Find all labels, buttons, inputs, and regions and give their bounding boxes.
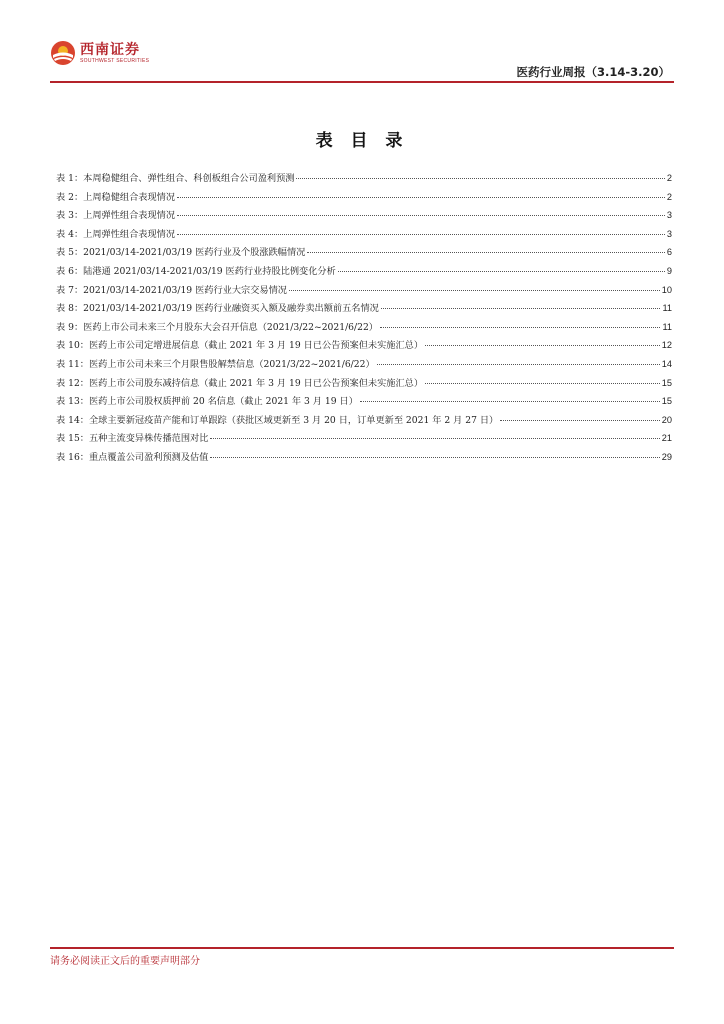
footer-divider — [50, 947, 674, 949]
toc-entry-page[interactable]: 3 — [666, 210, 672, 221]
toc-entry-page[interactable]: 12 — [661, 340, 672, 351]
logo-en: SOUTHWEST SECURITIES — [80, 57, 150, 64]
toc-leader-dots — [425, 345, 660, 346]
toc-leader-dots — [177, 234, 665, 235]
toc-entry-page[interactable]: 15 — [661, 396, 672, 407]
toc-leader-dots — [338, 271, 665, 272]
toc-entry[interactable] — [56, 393, 672, 412]
toc-entry[interactable] — [56, 319, 672, 338]
toc-entry[interactable] — [56, 207, 672, 226]
toc-leader-dots — [360, 401, 660, 402]
toc-leader-dots — [307, 252, 665, 253]
page-header — [50, 38, 674, 82]
toc-entry-label[interactable]: 表 1：本周稳健组合、弹性组合、科创板组合公司盈利预测 — [56, 173, 295, 184]
toc-title: 表 目 录 — [315, 131, 409, 151]
toc-entry[interactable] — [56, 449, 672, 468]
toc-entry-page[interactable]: 10 — [661, 284, 672, 295]
toc-entry-page[interactable]: 15 — [661, 377, 672, 388]
toc-entry[interactable] — [56, 189, 672, 208]
toc-entry-page[interactable]: 29 — [661, 451, 672, 462]
toc-entry-label[interactable]: 表 14：全球主要新冠疫苗产能和订单跟踪（获批区域更新至 3 月 20 日，订单更新至 2021 年 2 月 27 日） — [56, 414, 499, 426]
toc-entry-label[interactable]: 表 5：2021/03/14-2021/03/19 医药行业及个股涨跌幅情况 — [56, 247, 306, 259]
toc-entry-page[interactable]: 21 — [661, 433, 672, 444]
company-logo — [50, 40, 149, 66]
toc-entry[interactable] — [56, 430, 672, 449]
toc-entry[interactable] — [56, 263, 672, 282]
toc-leader-dots — [380, 327, 660, 328]
toc-entry-label[interactable]: 表 13：医药上市公司股权质押前 20 名信息（截止 2021 年 3 月 19 日） — [56, 396, 358, 408]
toc-leader-dots — [289, 290, 660, 291]
toc-entry-page[interactable]: 20 — [661, 414, 672, 425]
toc-leader-dots — [177, 197, 665, 198]
toc-entry[interactable] — [56, 170, 672, 189]
toc-entry-page[interactable]: 6 — [666, 247, 672, 258]
logo-name: 西南证券 — [80, 41, 140, 58]
toc-leader-dots — [210, 457, 659, 458]
toc-leader-dots — [377, 364, 660, 365]
header-divider — [50, 81, 674, 83]
footer-notice: 请务必阅读正文后的重要声明部分 — [50, 956, 200, 967]
toc-entry-label[interactable]: 表 3：上周弹性组合表现情况 — [56, 210, 176, 222]
toc-entry[interactable] — [56, 300, 672, 319]
toc-entry[interactable] — [56, 244, 672, 263]
toc-entry[interactable] — [56, 337, 672, 356]
toc-entry-label[interactable]: 表 16：重点覆盖公司盈利预测及估值 — [56, 451, 209, 463]
toc-entry-page[interactable]: 2 — [666, 173, 672, 183]
toc-entry-page[interactable]: 11 — [662, 303, 672, 314]
toc-entry-label[interactable]: 表 12：医药上市公司股东减持信息（截止 2021 年 3 月 19 日已公告预案但未实施汇总） — [56, 377, 424, 389]
toc-entry-label[interactable]: 表 11：医药上市公司未来三个月限售股解禁信息（2021/3/22~2021/6/22） — [56, 358, 375, 370]
toc-entry[interactable] — [56, 356, 672, 375]
toc-entry[interactable] — [56, 412, 672, 431]
report-title: 医药行业周报（3.14-3.20） — [516, 65, 670, 79]
toc-entry-label[interactable]: 表 2：上周稳健组合表现情况 — [56, 191, 176, 203]
toc-entry-label[interactable]: 表 8：2021/03/14-2021/03/19 医药行业融资买入额及融券卖出额前五名情况 — [56, 303, 379, 315]
toc-entry-page[interactable]: 3 — [666, 228, 672, 239]
toc-leader-dots — [425, 383, 660, 384]
sun-logo-icon — [50, 40, 76, 66]
toc-entry-label[interactable]: 表 4：上周弹性组合表现情况 — [56, 228, 176, 240]
toc-entry-label[interactable]: 表 9：医药上市公司未来三个月股东大会召开信息（2021/3/22~2021/6/22） — [56, 321, 378, 333]
toc-entry-label[interactable]: 表 10：医药上市公司定增进展信息（截止 2021 年 3 月 19 日已公告预案但未实施汇总） — [56, 340, 424, 352]
toc-entry-page[interactable]: 14 — [661, 358, 672, 369]
toc-leader-dots — [210, 438, 659, 439]
toc-leader-dots — [177, 215, 665, 216]
toc-entry-page[interactable]: 9 — [666, 265, 672, 276]
toc-entry[interactable] — [56, 375, 672, 394]
toc-entry-label[interactable]: 表 7：2021/03/14-2021/03/19 医药行业大宗交易情况 — [56, 284, 287, 296]
table-of-contents — [56, 170, 672, 468]
toc-entry-page[interactable]: 2 — [666, 191, 672, 202]
toc-entry-page[interactable]: 11 — [662, 321, 672, 332]
toc-leader-dots — [296, 178, 664, 179]
toc-entry-label[interactable]: 表 15：五种主流变异株传播范围对比 — [56, 433, 209, 445]
toc-entry[interactable] — [56, 226, 672, 245]
toc-entry-label[interactable]: 表 6：陆港通 2021/03/14-2021/03/19 医药行业持股比例变化分析 — [56, 265, 336, 277]
toc-leader-dots — [500, 420, 660, 421]
toc-entry[interactable] — [56, 282, 672, 301]
toc-leader-dots — [381, 308, 661, 309]
